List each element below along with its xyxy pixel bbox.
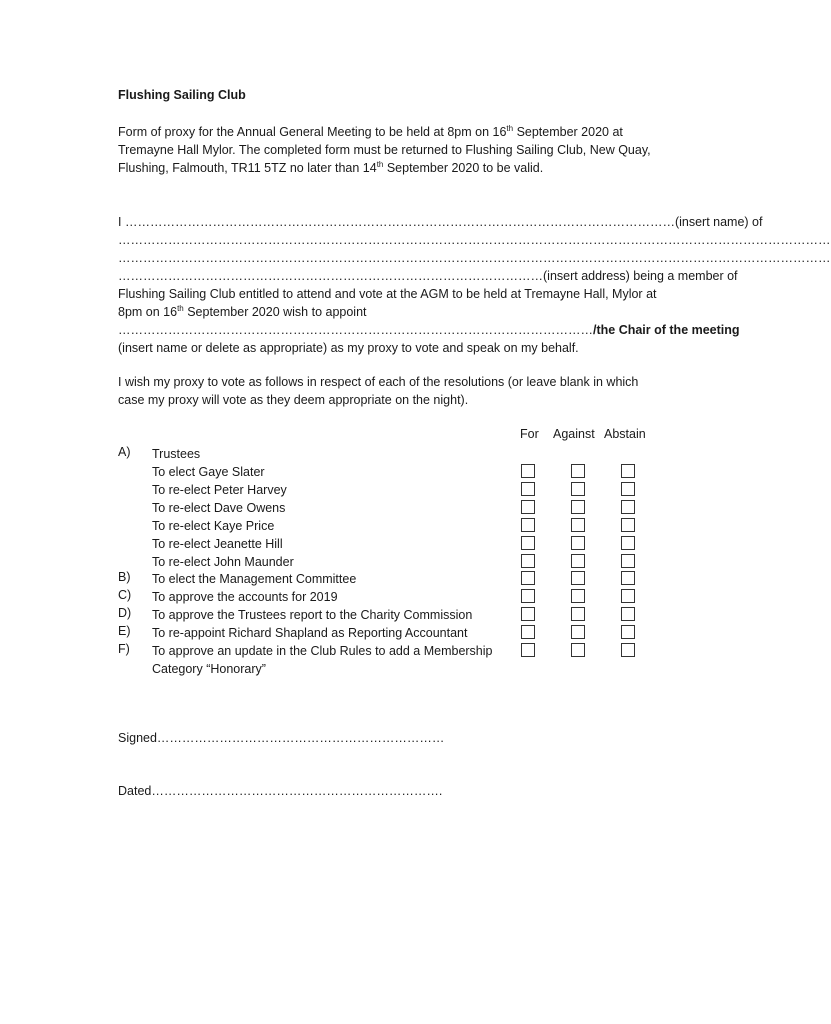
intro-paragraph: [118, 123, 688, 177]
vote-abstain-checkbox[interactable]: [621, 518, 635, 532]
resolution-letter: B): [118, 570, 131, 584]
intro-line-3: [118, 159, 688, 177]
column-header-for: For: [520, 427, 539, 441]
address-fill-line-2[interactable]: ………………………………………………………………………………………………………………………………………………………: [118, 251, 831, 265]
resolution-letter: D): [118, 606, 132, 620]
vote-for-checkbox[interactable]: [521, 607, 535, 621]
intro-text-a: Form of proxy for the Annual General Meeting to be held at 8pm on 16: [118, 125, 507, 139]
instructions-line-2: case my proxy will vote as they deem appropriate on the night).: [118, 393, 469, 407]
vote-for-checkbox[interactable]: [521, 589, 535, 603]
appointment-paragraph: [118, 213, 831, 357]
name-fill-line[interactable]: I ……………………………………………………………………………………………………………………(insert name) of: [118, 215, 763, 229]
resolution-text: To re-elect Jeanette Hill: [152, 537, 283, 551]
dated-field[interactable]: Dated…………………………………………………………….: [118, 784, 443, 798]
intro-text-c: Flushing, Falmouth, TR11 5TZ no later than 14: [118, 161, 377, 175]
vote-abstain-checkbox[interactable]: [621, 589, 635, 603]
vote-abstain-checkbox[interactable]: [621, 607, 635, 621]
appoint-text-line-5: Flushing Sailing Club entitled to attend and vote at the AGM to be held at Tremayne Hall, Mylor at: [118, 287, 657, 301]
resolution-letter: C): [118, 588, 132, 602]
vote-against-checkbox[interactable]: [571, 643, 585, 657]
intro-sup-2: th: [376, 159, 384, 169]
resolution-letter: A): [118, 445, 131, 459]
vote-for-checkbox[interactable]: [521, 625, 535, 639]
column-header-against: Against: [553, 427, 595, 441]
vote-against-checkbox[interactable]: [571, 482, 585, 496]
vote-abstain-checkbox[interactable]: [621, 464, 635, 478]
vote-against-checkbox[interactable]: [571, 571, 585, 585]
resolution-letter: F): [118, 642, 130, 656]
resolution-text: To re-elect Peter Harvey: [152, 483, 287, 497]
resolution-text: To re-elect Kaye Price: [152, 519, 275, 533]
resolution-text: Trustees: [152, 447, 201, 461]
vote-for-checkbox[interactable]: [521, 482, 535, 496]
proxy-fill-line[interactable]: [118, 321, 740, 339]
vote-against-checkbox[interactable]: [571, 536, 585, 550]
instructions-line-1: I wish my proxy to vote as follows in respect of each of the resolutions (or leave blank in which: [118, 375, 639, 389]
appoint-text-line-8: (insert name or delete as appropriate) as my proxy to vote and speak on my behalf.: [118, 341, 579, 355]
resolution-text: To approve the Trustees report to the Charity Commission: [152, 608, 473, 622]
address-fill-line-1[interactable]: ………………………………………………………………………………………………………………………………………………………: [118, 233, 831, 247]
intro-line-1: [118, 123, 688, 141]
resolution-text: To elect Gaye Slater: [152, 465, 265, 479]
resolution-text: To approve the accounts for 2019: [152, 590, 338, 604]
vote-against-checkbox[interactable]: [571, 500, 585, 514]
appoint-sup: th: [177, 303, 184, 313]
address-fill-line-3[interactable]: …………………………………………………………………………………………(insert address) being a member of: [118, 269, 738, 283]
vote-against-checkbox[interactable]: [571, 554, 585, 568]
appoint-date-b: September 2020 wish to appoint: [183, 305, 367, 319]
resolution-text: To re-appoint Richard Shapland as Reporting Accountant: [152, 626, 468, 640]
proxy-dots[interactable]: ……………………………………………………………………………………………………: [118, 323, 593, 337]
resolution-text: To approve an update in the Club Rules to add a Membership Category “Honorary”: [152, 644, 493, 676]
vote-against-checkbox[interactable]: [571, 625, 585, 639]
vote-against-checkbox[interactable]: [571, 607, 585, 621]
vote-abstain-checkbox[interactable]: [621, 571, 635, 585]
vote-abstain-checkbox[interactable]: [621, 554, 635, 568]
resolution-letter: E): [118, 624, 131, 638]
vote-abstain-checkbox[interactable]: [621, 482, 635, 496]
column-header-abstain: Abstain: [604, 427, 646, 441]
vote-abstain-checkbox[interactable]: [621, 625, 635, 639]
vote-against-checkbox[interactable]: [571, 518, 585, 532]
vote-abstain-checkbox[interactable]: [621, 500, 635, 514]
intro-text-b: September 2020 at: [513, 125, 623, 139]
vote-against-checkbox[interactable]: [571, 464, 585, 478]
vote-for-checkbox[interactable]: [521, 518, 535, 532]
resolution-text: To re-elect Dave Owens: [152, 501, 286, 515]
instructions-paragraph: [118, 373, 688, 409]
intro-line-2: Tremayne Hall Mylor. The completed form must be returned to Flushing Sailing Club, New Quay,: [118, 143, 651, 157]
vote-for-checkbox[interactable]: [521, 554, 535, 568]
appoint-date-a: 8pm on 16: [118, 305, 178, 319]
resolution-text: To elect the Management Committee: [152, 572, 357, 586]
vote-for-checkbox[interactable]: [521, 500, 535, 514]
signed-field[interactable]: Signed……………………………………………………………: [118, 731, 445, 745]
vote-for-checkbox[interactable]: [521, 643, 535, 657]
vote-abstain-checkbox[interactable]: [621, 536, 635, 550]
club-title: Flushing Sailing Club: [118, 88, 246, 102]
vote-against-checkbox[interactable]: [571, 589, 585, 603]
intro-sup-1: th: [506, 123, 514, 133]
resolution-text: To re-elect John Maunder: [152, 555, 294, 569]
appoint-text-line-6: [118, 303, 688, 321]
vote-for-checkbox[interactable]: [521, 464, 535, 478]
intro-text-d: September 2020 to be valid.: [383, 161, 544, 175]
vote-abstain-checkbox[interactable]: [621, 643, 635, 657]
chair-option: /the Chair of the meeting: [593, 323, 740, 337]
vote-for-checkbox[interactable]: [521, 571, 535, 585]
vote-for-checkbox[interactable]: [521, 536, 535, 550]
